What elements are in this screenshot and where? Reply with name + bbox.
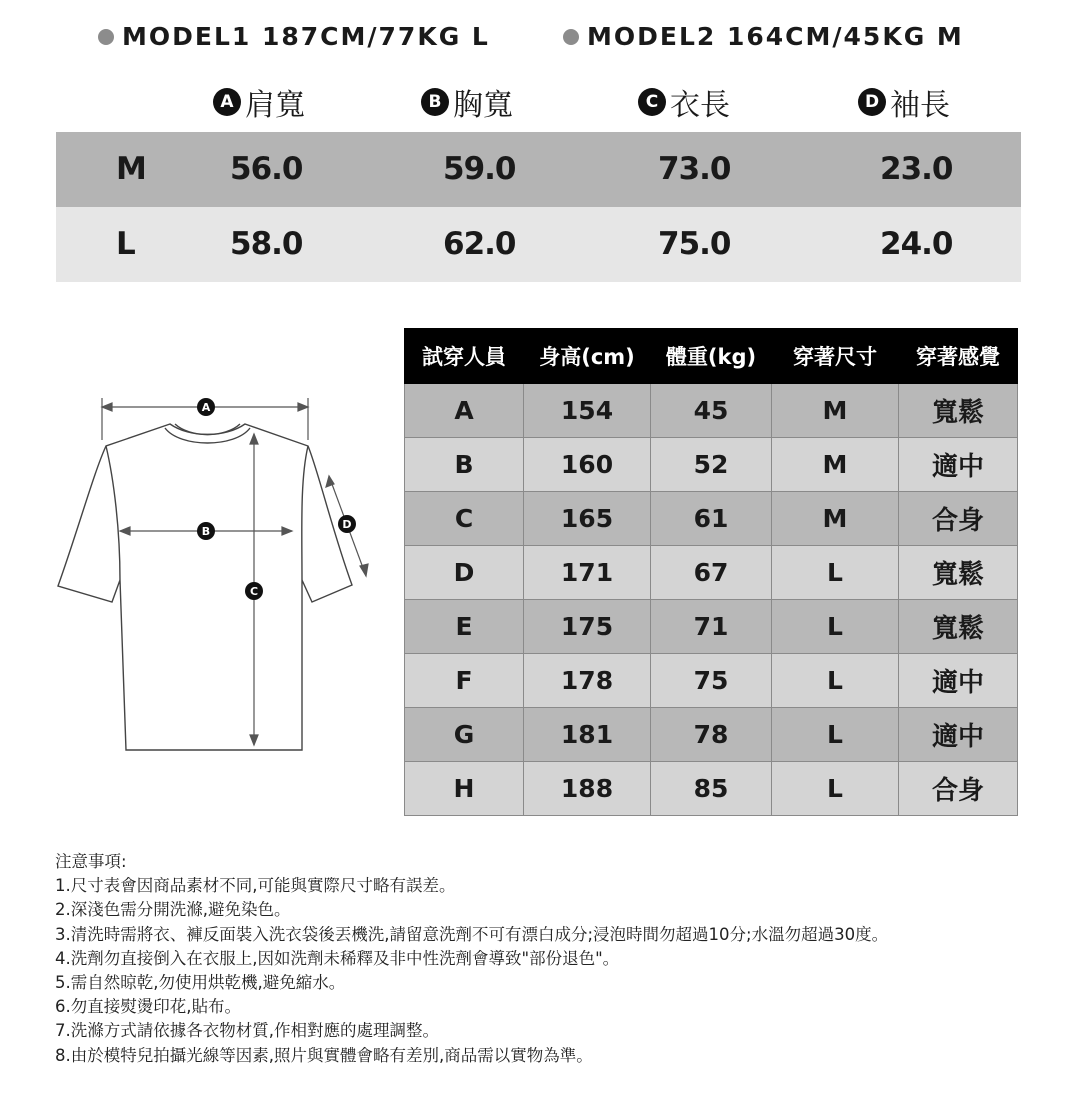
- height-cell: 160: [524, 438, 651, 492]
- header-label: 衣長: [670, 88, 730, 123]
- tester-cell: E: [405, 600, 524, 654]
- size-cell: M: [772, 438, 899, 492]
- badge-b-icon: B: [421, 88, 449, 116]
- diagram-badges: [197, 398, 356, 600]
- feeling-cell: 寬鬆: [899, 600, 1018, 654]
- tester-cell: A: [405, 384, 524, 438]
- feeling-cell: 適中: [899, 654, 1018, 708]
- weight-cell: 75: [651, 654, 772, 708]
- size-cell: L: [116, 226, 135, 262]
- length-cell: 75.0: [658, 226, 731, 262]
- header-length: [638, 80, 730, 124]
- size-cell: M: [772, 492, 899, 546]
- header-shoulder: [213, 80, 305, 124]
- size-table-header: [0, 80, 1081, 123]
- size-cell: L: [772, 546, 899, 600]
- tester-cell: B: [405, 438, 524, 492]
- model2-label: MODEL2 164CM/45KG M: [587, 22, 964, 51]
- length-cell: 73.0: [658, 151, 731, 187]
- header-tester: 試穿人員: [405, 329, 524, 384]
- header-feeling: 穿著感覺: [899, 329, 1018, 384]
- feeling-cell: 適中: [899, 708, 1018, 762]
- weight-cell: 78: [651, 708, 772, 762]
- note-item: 3.清洗時需將衣、褲反面裝入洗衣袋後丟機洗,請留意洗劑不可有漂白成分;浸泡時間勿超過10分;水溫勿超過30度。: [55, 924, 889, 944]
- header-label: 袖長: [890, 88, 950, 123]
- height-cell: 171: [524, 546, 651, 600]
- sleeve-cell: 24.0: [880, 226, 953, 262]
- table-row: [405, 600, 1018, 654]
- table-row: [405, 384, 1018, 438]
- table-row: [405, 654, 1018, 708]
- note-item: 7.洗滌方式請依據各衣物材質,作相對應的處理調整。: [55, 1021, 439, 1041]
- badge-a-icon: A: [213, 88, 241, 116]
- feeling-cell: 合身: [899, 492, 1018, 546]
- weight-cell: 52: [651, 438, 772, 492]
- chest-cell: 62.0: [443, 226, 516, 262]
- tester-cell: F: [405, 654, 524, 708]
- feeling-cell: 合身: [899, 762, 1018, 816]
- weight-cell: 61: [651, 492, 772, 546]
- height-cell: 175: [524, 600, 651, 654]
- header-label: 肩寬: [245, 88, 305, 123]
- header-size: 穿著尺寸: [772, 329, 899, 384]
- tshirt-outline: [58, 424, 352, 750]
- diagram-label-d: D: [342, 518, 352, 531]
- header-height: 身高(cm): [524, 329, 651, 384]
- table-row: [405, 438, 1018, 492]
- height-cell: 188: [524, 762, 651, 816]
- height-cell: 178: [524, 654, 651, 708]
- header-weight: 體重(kg): [651, 329, 772, 384]
- model2-info: [563, 22, 964, 51]
- collar-inner-line: [175, 424, 240, 435]
- size-cell: L: [772, 600, 899, 654]
- feeling-cell: 寬鬆: [899, 384, 1018, 438]
- table-row: [405, 492, 1018, 546]
- shoulder-seam: [302, 446, 308, 580]
- note-item: 1.尺寸表會因商品素材不同,可能與實際尺寸略有誤差。: [55, 876, 456, 896]
- badge-c-icon: C: [638, 88, 666, 116]
- chest-cell: 59.0: [443, 151, 516, 187]
- table-row: [405, 708, 1018, 762]
- tester-cell: G: [405, 708, 524, 762]
- shoulder-cell: 56.0: [230, 151, 303, 187]
- note-item: 6.勿直接熨燙印花,貼布。: [55, 997, 241, 1017]
- tester-cell: C: [405, 492, 524, 546]
- bullet-dot-icon: [98, 29, 114, 45]
- table-row: [405, 546, 1018, 600]
- header-label: 胸寬: [453, 88, 513, 123]
- shoulder-cell: 58.0: [230, 226, 303, 262]
- badge-d-icon: D: [858, 88, 886, 116]
- height-cell: 181: [524, 708, 651, 762]
- height-cell: 154: [524, 384, 651, 438]
- model1-info: [98, 22, 490, 51]
- weight-cell: 71: [651, 600, 772, 654]
- tester-cell: D: [405, 546, 524, 600]
- header-chest: [421, 80, 513, 124]
- header-sleeve: [858, 80, 950, 124]
- feeling-cell: 適中: [899, 438, 1018, 492]
- note-item: 2.深淺色需分開洗滌,避免染色。: [55, 900, 291, 920]
- model-info: [0, 22, 1081, 54]
- size-cell: M: [772, 384, 899, 438]
- tester-cell: H: [405, 762, 524, 816]
- diagram-label-c: C: [249, 585, 259, 598]
- fitting-table: [404, 328, 1018, 816]
- notes-title: 注意事項:: [55, 852, 127, 871]
- weight-cell: 67: [651, 546, 772, 600]
- bullet-dot-icon: [563, 29, 579, 45]
- shoulder-seam: [106, 446, 120, 580]
- weight-cell: 85: [651, 762, 772, 816]
- size-table: [56, 132, 1021, 282]
- note-item: 4.洗劑勿直接倒入在衣服上,因如洗劑未稀釋及非中性洗劑會導致"部份退色"。: [55, 948, 620, 968]
- care-notes: [55, 850, 1065, 1068]
- table-row: [56, 132, 1021, 207]
- height-cell: 165: [524, 492, 651, 546]
- note-item: 8.由於模特兒拍攝光線等因素,照片與實體會略有差別,商品需以實物為準。: [55, 1045, 593, 1065]
- size-cell: M: [116, 151, 146, 187]
- collar-line: [165, 428, 250, 443]
- size-cell: L: [772, 708, 899, 762]
- size-cell: L: [772, 654, 899, 708]
- tshirt-diagram: [40, 380, 380, 770]
- weight-cell: 45: [651, 384, 772, 438]
- sleeve-cell: 23.0: [880, 151, 953, 187]
- table-row: [56, 207, 1021, 282]
- feeling-cell: 寬鬆: [899, 546, 1018, 600]
- note-item: 5.需自然晾乾,勿使用烘乾機,避免縮水。: [55, 973, 346, 993]
- table-row: [405, 762, 1018, 816]
- table-header-row: [405, 329, 1018, 384]
- size-cell: L: [772, 762, 899, 816]
- diagram-label-a: A: [201, 401, 211, 414]
- model1-label: MODEL1 187CM/77KG L: [122, 22, 490, 51]
- diagram-label-b: B: [201, 525, 211, 538]
